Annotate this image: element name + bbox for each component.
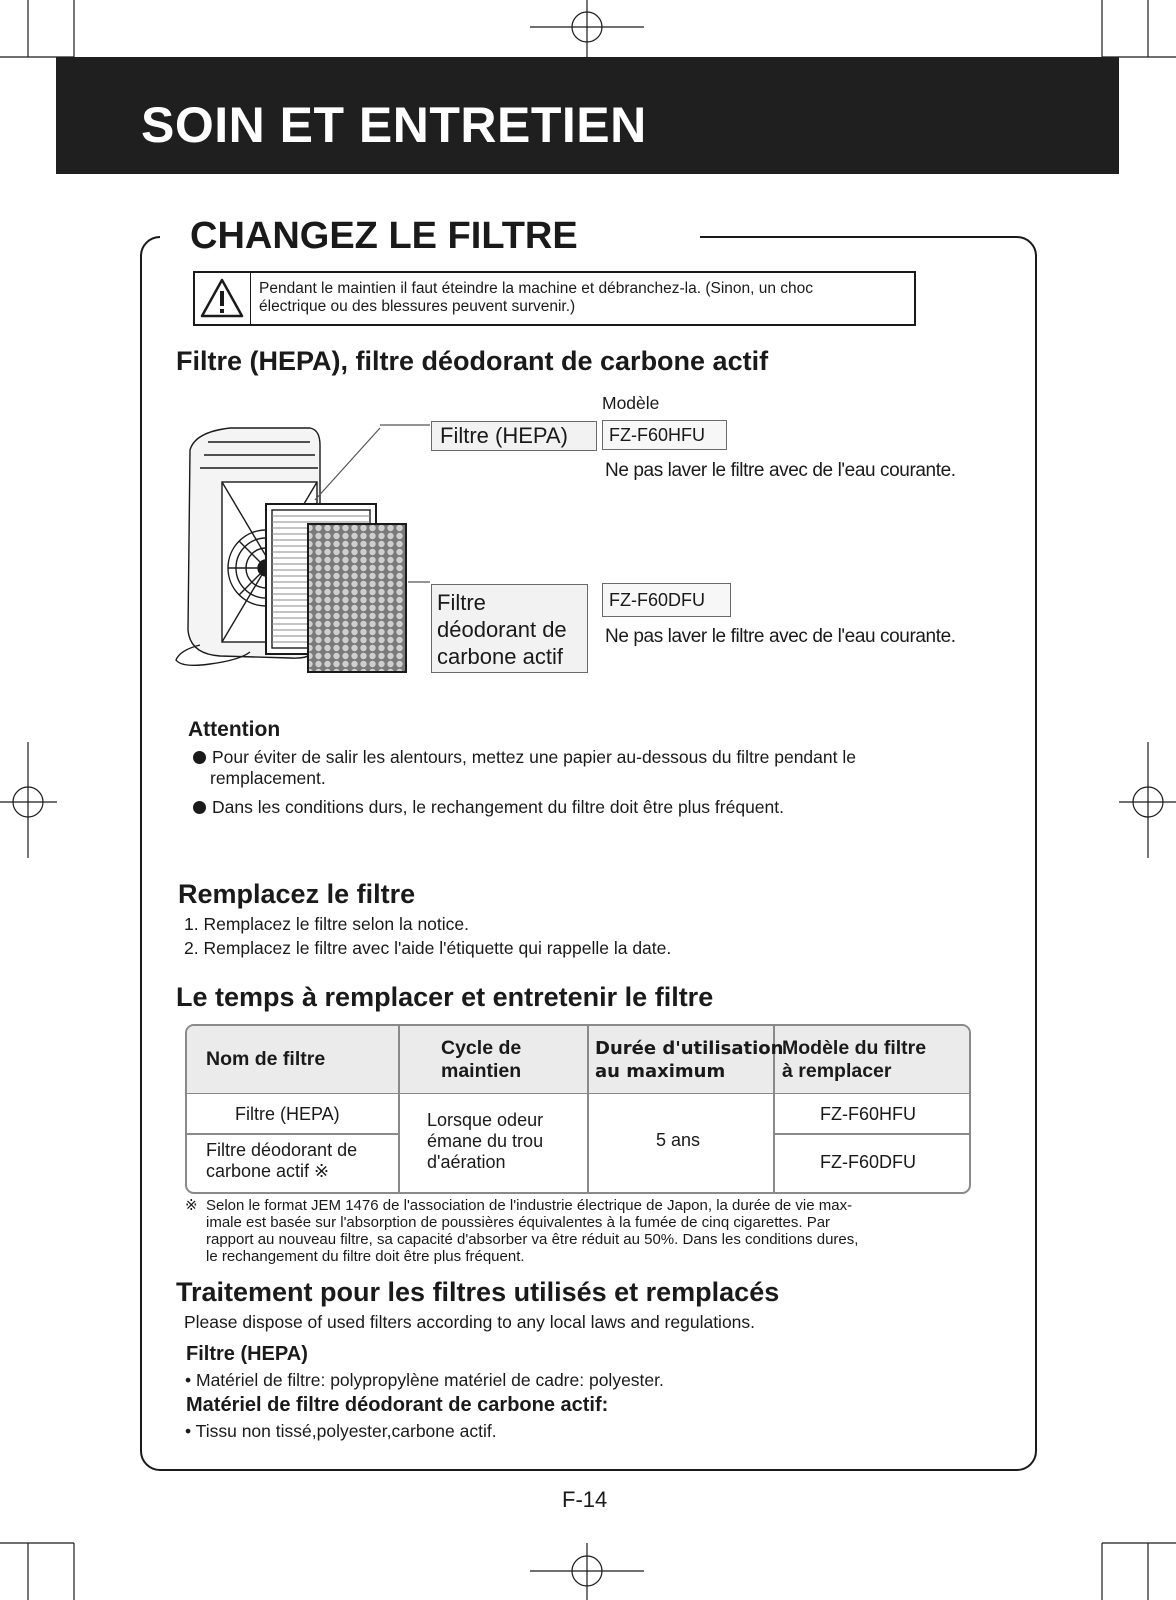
footnote-text: Selon le format JEM 1476 de l'association de l'industrie électrique de Japon, la durée de vie max- imale est basée sur l'absorption de poussières équivalentes à la fumée de cinq cigarettes. Par rapport au nouveau filtre, sa capacité d'absorber va être réduit au 50%. Dans les conditions dures, le rechangement du filtre doit être plus fréquent.: [206, 1197, 859, 1265]
hepa-wash-note: Ne pas laver le filtre avec de l'eau courante.: [605, 460, 956, 481]
section-title: CHANGEZ LE FILTRE: [190, 215, 578, 257]
cell-duration: 5 ans: [656, 1130, 701, 1150]
disposal-heading: Traitement pour les filtres utilisés et remplacés: [176, 1277, 780, 1307]
cell-cycle: Lorsque odeur émane du trou d'aération: [427, 1110, 544, 1172]
header-model: Modèle du filtre à remplacer: [782, 1037, 927, 1082]
hepa-filter-label: Filtre (HEPA): [431, 421, 597, 451]
replace-step-1: 1. Remplacez le filtre selon la notice.: [184, 914, 469, 934]
disposal-carbon-item: • Tissu non tissé,polyester,carbone actif.: [185, 1421, 497, 1441]
replace-heading: Remplacez le filtre: [178, 879, 416, 909]
page-number: F-14: [562, 1487, 608, 1512]
disposal-hepa-heading: Filtre (HEPA): [186, 1343, 308, 1365]
header-duration: Durée d'utilisation au maximum: [595, 1038, 784, 1082]
filter-schedule-table: [185, 1024, 971, 1194]
cell-carbon-model: FZ-F60DFU: [820, 1152, 916, 1172]
footnote-mark: ※: [185, 1197, 198, 1214]
disposal-intro: Please dispose of used filters according to any local laws and regulations.: [184, 1312, 756, 1332]
filters-heading: Filtre (HEPA), filtre déodorant de carbone actif: [176, 346, 769, 376]
warning-box: [193, 271, 916, 326]
page-header-title: SOIN ET ENTRETIEN: [141, 97, 647, 153]
header-filter-name: Nom de filtre: [206, 1048, 326, 1070]
model-label: Modèle: [602, 393, 660, 413]
carbon-model-box: FZ-F60DFU: [602, 583, 731, 617]
bullet-icon: [193, 801, 206, 814]
attention-item-2: Dans les conditions durs, le rechangement du filtre doit être plus fréquent.: [193, 797, 784, 818]
schedule-heading: Le temps à remplacer et entretenir le filtre: [176, 982, 714, 1012]
replace-step-2: 2. Remplacez le filtre avec l'aide l'étiquette qui rappelle la date.: [184, 938, 672, 958]
disposal-carbon-heading: Matériel de filtre déodorant de carbone actif:: [186, 1394, 609, 1416]
carbon-wash-note: Ne pas laver le filtre avec de l'eau courante.: [605, 626, 956, 647]
header-cycle: Cycle de maintien: [441, 1037, 522, 1082]
attention-item-1: Pour éviter de salir les alentours, mettez une papier au-dessous du filtre pendant le remplacement.: [193, 747, 856, 789]
cell-hepa-model: FZ-F60HFU: [820, 1104, 916, 1124]
cell-hepa-name: Filtre (HEPA): [235, 1104, 340, 1124]
disposal-hepa-item: • Matériel de filtre: polypropylène matériel de cadre: polyester.: [185, 1370, 664, 1390]
bullet-icon: [193, 751, 206, 764]
hepa-model-box: FZ-F60HFU: [602, 420, 727, 450]
attention-heading: Attention: [188, 718, 281, 741]
warning-text: Pendant le maintien il faut éteindre la machine et débranchez-la. (Sinon, un choc électrique ou des blessures peuvent survenir.): [259, 280, 814, 315]
warning-triangle-icon: [195, 273, 250, 324]
cell-carbon-name: Filtre déodorant de carbone actif ※: [206, 1140, 358, 1181]
carbon-filter-label: Filtre déodorant de carbone actif: [431, 584, 588, 673]
